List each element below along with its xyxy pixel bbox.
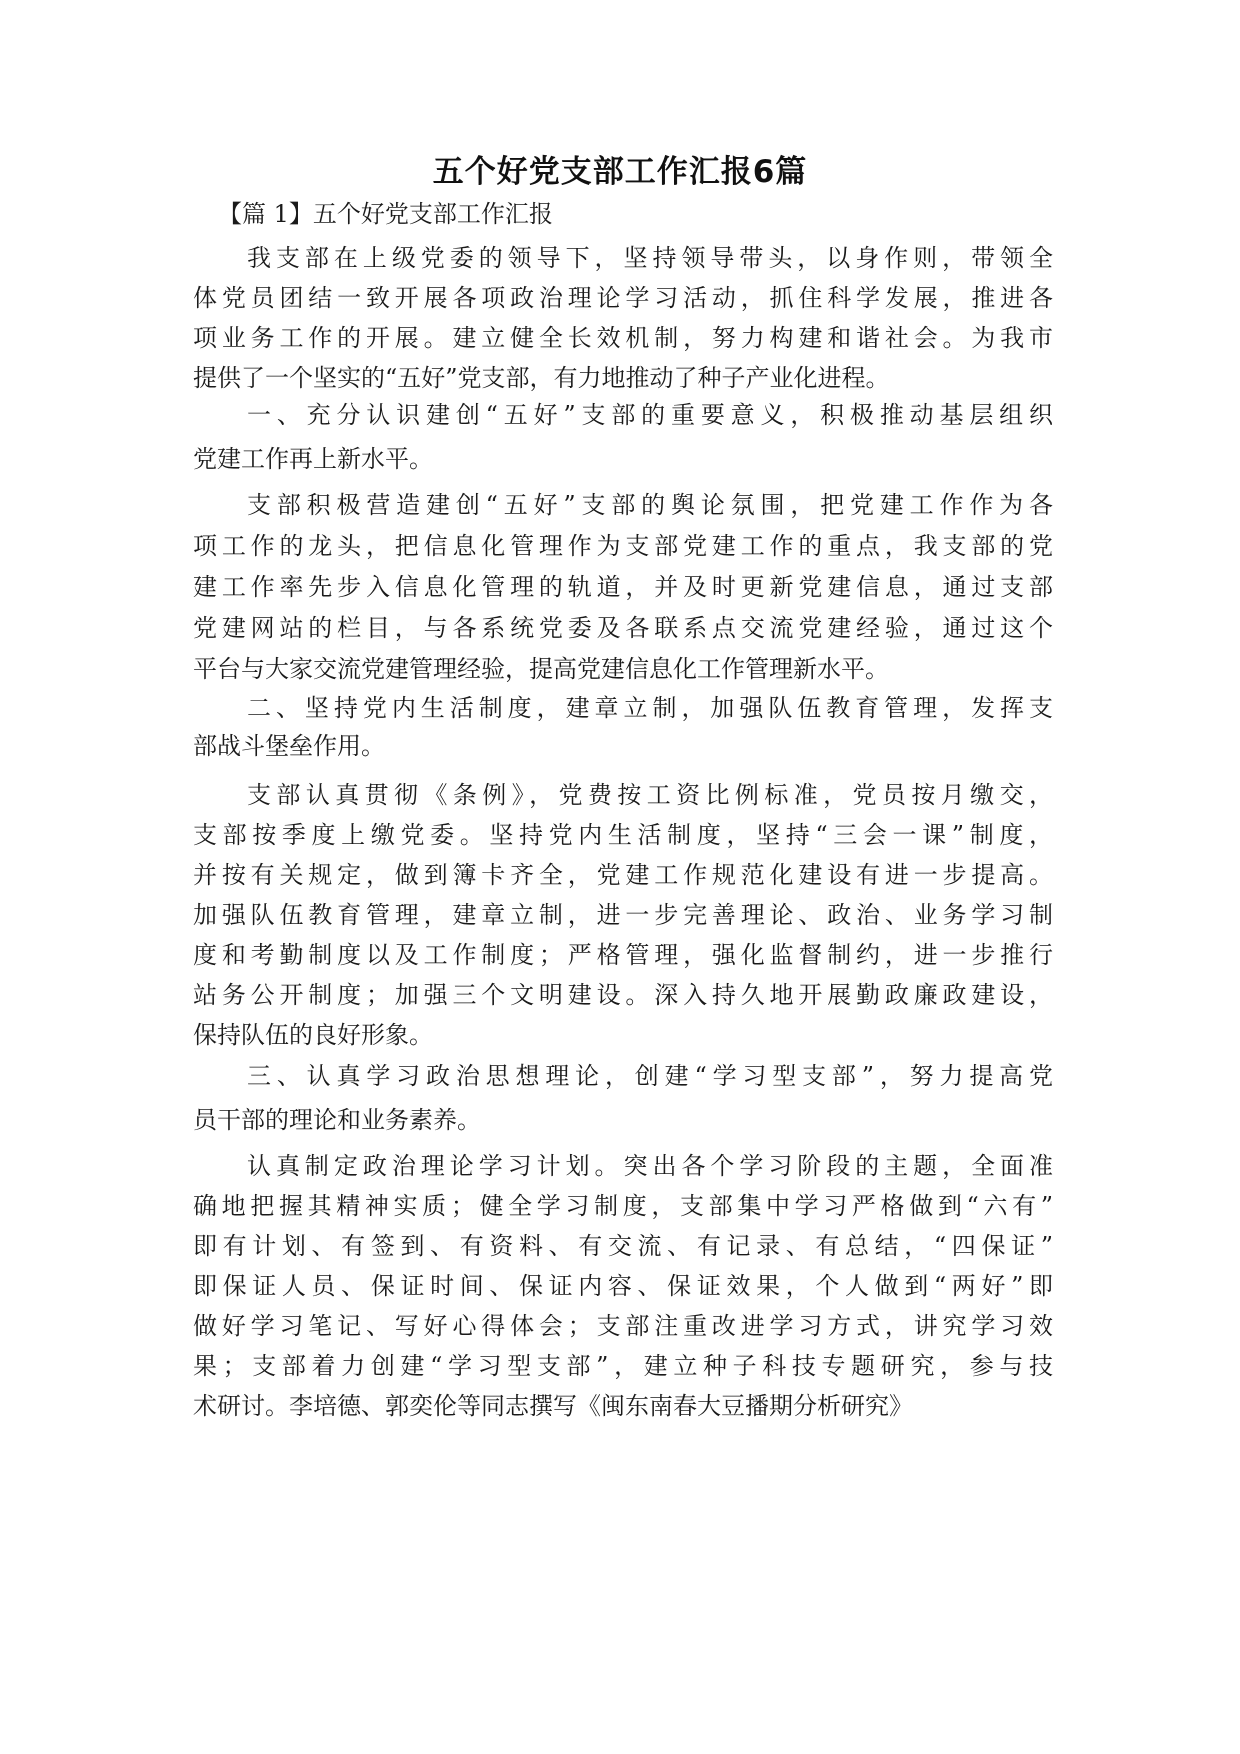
paragraph-line: 加强队伍教育管理，建章立制，进一步完善理论、政治、业务学习制 <box>193 901 1053 929</box>
paragraph-line: 支部按季度上缴党委。坚持党内生活制度，坚持“三会一课”制度， <box>193 821 1053 849</box>
paragraph-line: 即保证人员、保证时间、保证内容、保证效果，个人做到“两好”即 <box>193 1272 1053 1300</box>
paragraph-line: 支部认真贯彻《条例》，党费按工资比例标准，党员按月缴交， <box>247 781 1053 809</box>
paragraph-line: 平台与大家交流党建管理经验，提高党建信息化工作管理新水平。 <box>193 655 889 683</box>
paragraph-line: 支部积极营造建创“五好”支部的舆论氛围，把党建工作作为各 <box>247 491 1053 519</box>
paragraph-line: 确地把握其精神实质；健全学习制度，支部集中学习严格做到“六有” <box>193 1192 1053 1220</box>
section-heading <box>193 689 1053 765</box>
heading-line: 一、充分认识建创“五好”支部的重要意义，积极推动基层组织 <box>247 401 1053 429</box>
paragraph-line: 提供了一个坚实的“五好”党支部，有力地推动了种子产业化进程。 <box>193 364 890 392</box>
paragraph-line: 并按有关规定，做到簿卡齐全，党建工作规范化建设有进一步提高。 <box>193 861 1053 889</box>
heading-line: 党建工作再上新水平。 <box>193 445 433 473</box>
paragraph-line: 建工作率先步入信息化管理的轨道，并及时更新党建信息，通过支部 <box>193 573 1053 601</box>
section-label: 【篇 1】五个好党支部工作汇报 <box>218 200 553 228</box>
paragraph-line: 度和考勤制度以及工作制度；严格管理，强化监督制约，进一步推行 <box>193 941 1053 969</box>
paragraph-line: 果；支部着力创建“学习型支部”，建立种子科技专题研究，参与技 <box>193 1352 1053 1380</box>
paragraph-line: 体党员团结一致开展各项政治理论学习活动，抓住科学发展，推进各 <box>193 284 1053 312</box>
paragraph-line: 保持队伍的良好形象。 <box>193 1021 433 1049</box>
paragraph-line: 即有计划、有签到、有资料、有交流、有记录、有总结，“四保证” <box>193 1232 1053 1260</box>
heading-line: 二、坚持党内生活制度，建章立制，加强队伍教育管理，发挥支 <box>247 694 1053 722</box>
body-paragraph <box>193 485 1053 690</box>
paragraph-line: 项业务工作的开展。建立健全长效机制，努力构建和谐社会。为我市 <box>193 324 1053 352</box>
paragraph-line: 认真制定政治理论学习计划。突出各个学习阶段的主题，全面准 <box>247 1152 1053 1180</box>
heading-line: 部战斗堡垒作用。 <box>193 732 385 760</box>
body-paragraph <box>193 775 1053 1055</box>
body-paragraph <box>193 238 1053 398</box>
paragraph-line: 做好学习笔记、写好心得体会；支部注重改进学习方式，讲究学习效 <box>193 1312 1053 1340</box>
paragraph-line: 我支部在上级党委的领导下，坚持领导带头，以身作则，带领全 <box>247 244 1053 272</box>
document-title: 五个好党支部工作汇报6篇 <box>432 154 808 190</box>
paragraph-line: 术研讨。李培德、郭奕伦等同志撰写《闽东南春大豆播期分析研究》 <box>193 1392 913 1420</box>
heading-line: 三、认真学习政治思想理论，创建“学习型支部”，努力提高党 <box>247 1062 1053 1090</box>
body-paragraph <box>193 1146 1053 1426</box>
paragraph-line: 项工作的龙头，把信息化管理作为支部党建工作的重点，我支部的党 <box>193 532 1053 560</box>
paragraph-line: 站务公开制度；加强三个文明建设。深入持久地开展勤政廉政建设， <box>193 981 1053 1009</box>
paragraph-line: 党建网站的栏目，与各系统党委及各联系点交流党建经验，通过这个 <box>193 614 1053 642</box>
section-heading <box>193 393 1053 481</box>
section-heading <box>193 1054 1053 1142</box>
heading-line: 员干部的理论和业务素养。 <box>193 1106 481 1134</box>
